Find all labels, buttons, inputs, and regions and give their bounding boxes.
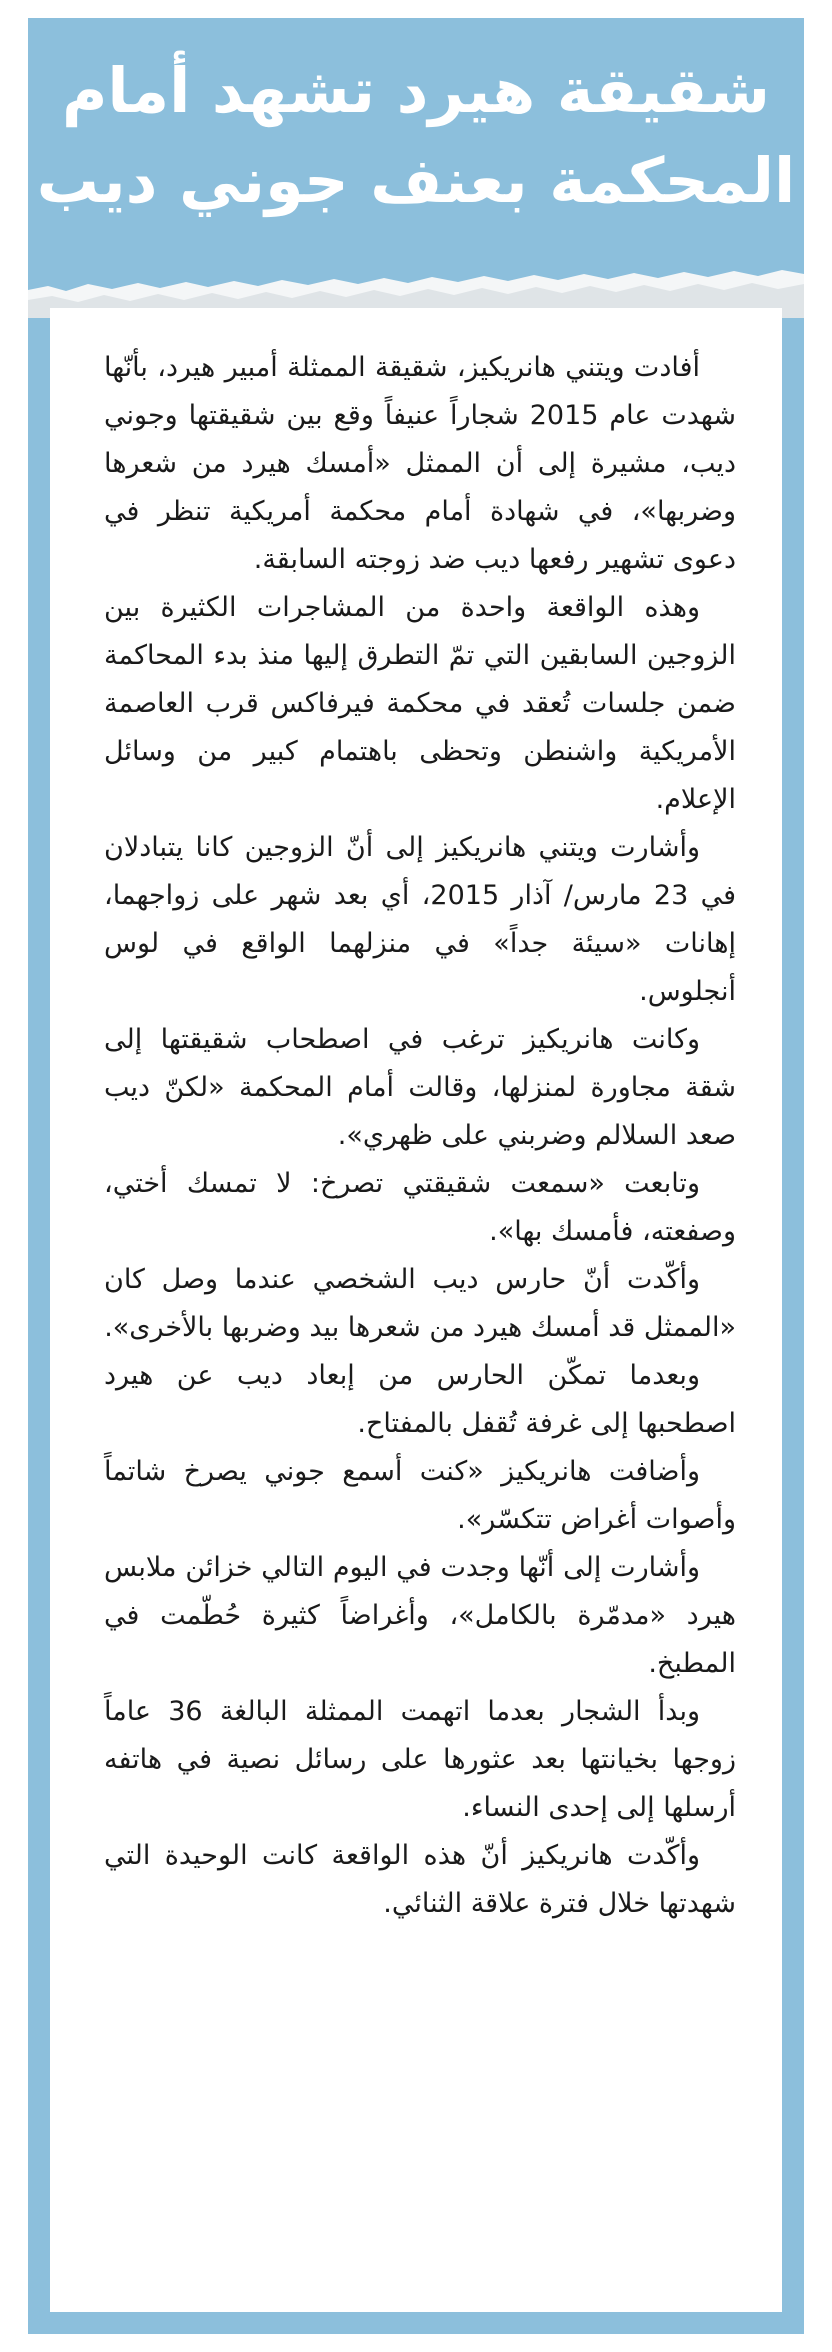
paragraph: وبدأ الشجار بعدما اتهمت الممثلة البالغة 36 عاماً زوجها بخيانتها بعد عثورها على رسائل نصية في هاتفه أرسلها إلى إحدى النساء. [104, 1696, 736, 1823]
article-frame [28, 18, 804, 2334]
paragraph: أفادت ويتني هانريكيز، شقيقة الممثلة أمبير هيرد، بأنّها شهدت عام 2015 شجاراً عنيفاً وقع بين شقيقتها وجوني ديب، مشيرة إلى أن الممثل «أمسك هيرد من شعرها وضربها»، في شهادة أمام محكمة أمريكية تنظر في دعوى تشهير رفعها ديب ضد زوجته السابقة. [104, 352, 736, 575]
article-panel [50, 308, 782, 2312]
paragraph: وأكّدت هانريكيز أنّ هذه الواقعة كانت الوحيدة التي شهدتها خلال فترة علاقة الثنائي. [104, 1840, 736, 1919]
paragraph: وأضافت هانريكيز «كنت أسمع جوني يصرخ شاتماً وأصوات أغراض تتكسّر». [104, 1456, 736, 1535]
paragraph: وهذه الواقعة واحدة من المشاجرات الكثيرة بين الزوجين السابقين التي تمّ التطرق إليها منذ بدء المحاكمة ضمن جلسات تُعقد في محكمة فيرفاكس قرب العاصمة الأمريكية واشنطن وتحظى باهتمام كبير من وسائل الإعلام. [104, 592, 736, 815]
paragraph: وأشارت إلى أنّها وجدت في اليوم التالي خزائن ملابس هيرد «مدمّرة بالكامل»، وأغراضاً كثيرة حُطّمت في المطبخ. [104, 1552, 736, 1679]
paragraph: وأشارت ويتني هانريكيز إلى أنّ الزوجين كانا يتبادلان في 23 مارس/ آذار 2015، أي بعد شهر على زواجهما، إهانات «سيئة جداً» في منزلهما الواقع في لوس أنجلوس. [104, 832, 736, 1007]
paragraph: وكانت هانريكيز ترغب في اصطحاب شقيقتها إلى شقة مجاورة لمنزلها، وقالت أمام المحكمة «لكنّ ديب صعد السلالم وضربني على ظهري». [104, 1024, 736, 1151]
headline-line-1: شقيقة هيرد تشهد أمام [61, 54, 771, 127]
article-body [104, 344, 736, 1928]
headline [28, 18, 804, 280]
paragraph: وتابعت «سمعت شقيقتي تصرخ: لا تمسك أختي، وصفعته، فأمسك بها». [104, 1168, 736, 1247]
headline-line-2: المحكمة بعنف جوني ديب [36, 144, 796, 217]
paragraph: وبعدما تمكّن الحارس من إبعاد ديب عن هيرد اصطحبها إلى غرفة تُقفل بالمفتاح. [104, 1360, 736, 1439]
paragraph: وأكّدت أنّ حارس ديب الشخصي عندما وصل كان «الممثل قد أمسك هيرد من شعرها بيد وضربها بالأخرى». [104, 1264, 736, 1343]
